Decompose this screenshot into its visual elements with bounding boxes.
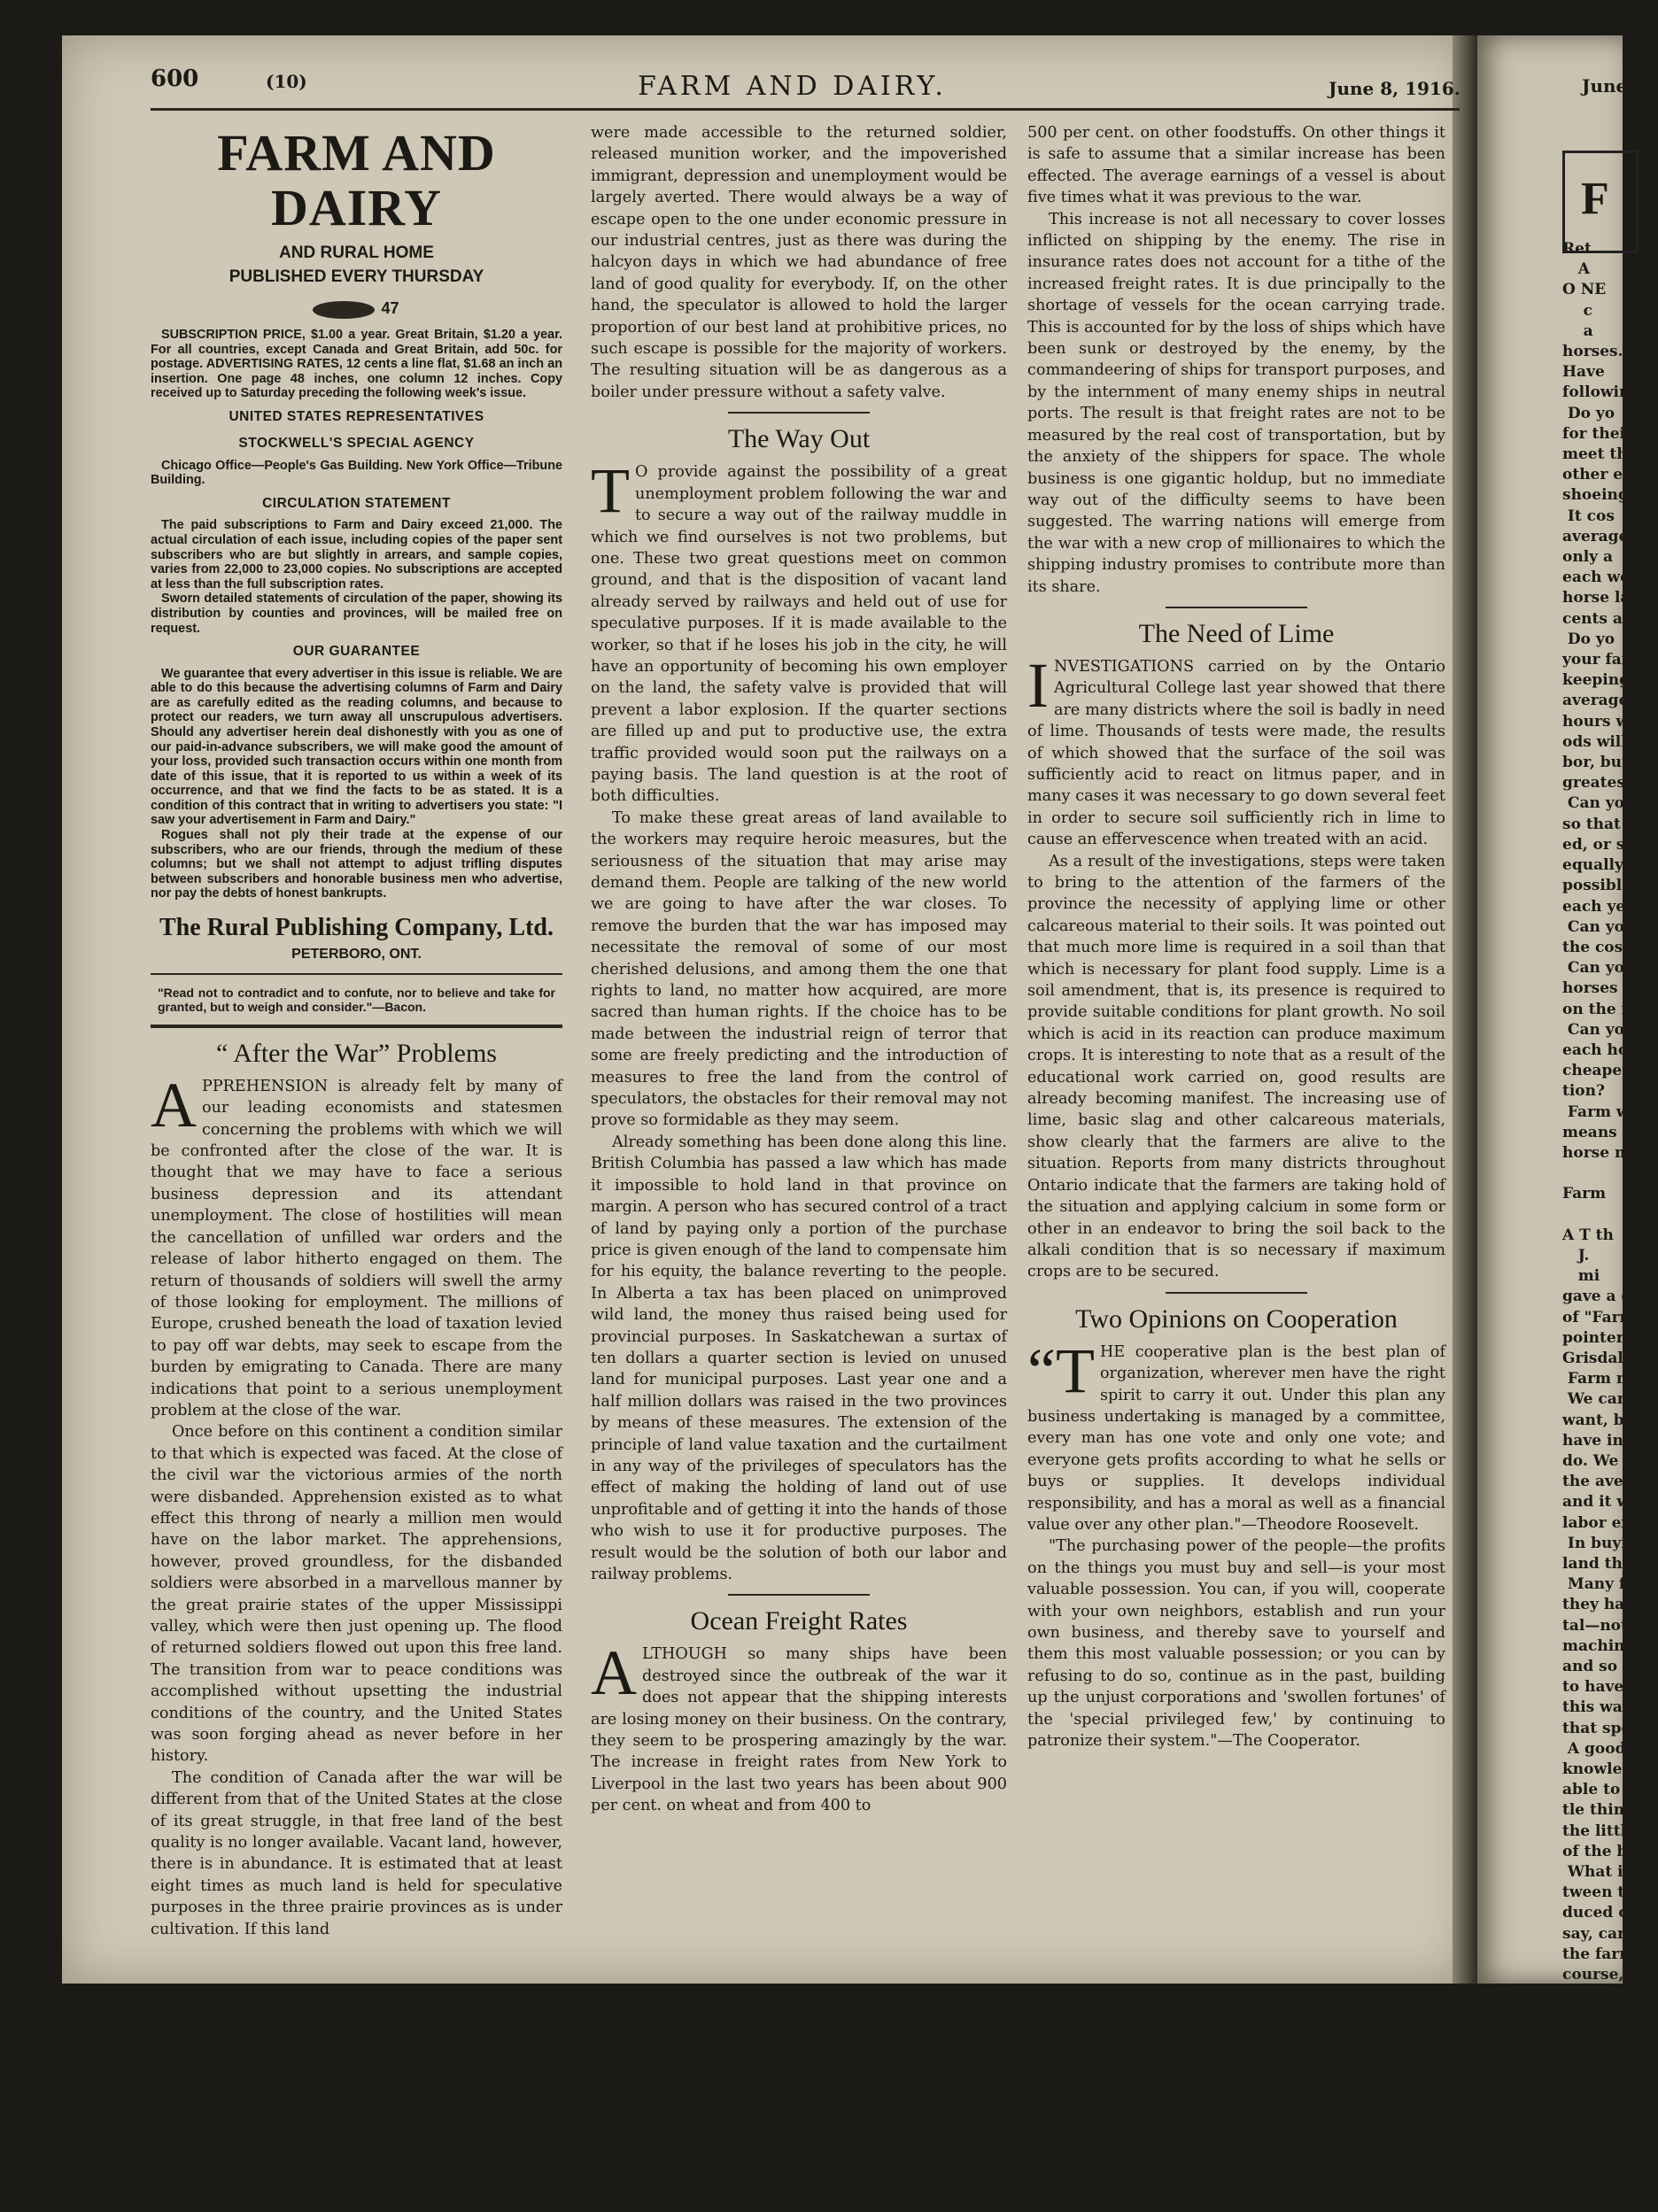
next-page-header: June [1582, 75, 1628, 97]
drop-cap: A [151, 1069, 197, 1141]
article-paragraph: were made accessible to the returned soldier, released munition worker, and the impoverished immigrant, depression and unemployment would be largely averted. There would always be a way of escape open to the one under economic pressure in our industrial centres, just as there was during the halcyon days in which we had abundance of free land of good quality for everybody. If, on the other hand, the speculator is allowed to hold the larger proportion of our best land at prohibitive prices, no such escape is possible for the majority of workers. The resulting situation will be as dangerous as a boiler under pressure without a safety valve. [591, 124, 1007, 401]
company-name: The Rural Publishing Company, Ltd. [159, 914, 554, 942]
next-page-text: Ret A O NE c a horses. Have followin Do yo for their meet th other ex shoeing? It cos average only a each wo horse la cents an Do yo your far keeping average, hours wo ods will bor, but greatest Can yo so that fe ed, or so equally possible each year Can yo the cost o Can yo horses fo on the fa Can yo each hor cheaper f tion? Farm w means a e horse not Farm A T th J. mi gave a g of "Farm pointers Grisdale's Farm m We can want, but have in s do. We s the averag and it wo labor expe In buyin land than Many fa they have tal—not machinery and so for to have to this way. that spells A good knowledge able to gu tle things, the little of the big What i tween the duced on say, carry the farm course, mu small amo produced o Low cost important to-day. O and at leas ers fail do Three ho 100-acre fa and a drive work these [1562, 240, 1658, 2210]
divider [151, 1025, 562, 1028]
article-paragraph: To make these great areas of land available to the workers may require heroic measures, but the seriousness of the situation that may arise may demand them. People are talking of the new world we are going to have after the war closes. To remove the burden that the war has imposed may necessitate the removal of some of our most cherished delusions, and among them the one that rights to land, no matter how acquired, are more sacred than human rights. If the choice has to be made between the industrial reign of terror that some are freely predicting and the introduction of measures to free the land from the control of speculators, the obstacles for their removal may not prove so formidable as they may seem. [591, 808, 1007, 1130]
section-number: (10) [266, 71, 307, 92]
article-paragraph: INVESTIGATIONS carried on by the Ontario Agricultural College last year showed that there are many districts where the soil is badly in need of lime. Thousands of tests were made, the results of which showed that the surface of the soil was sufficiently acid to react on litmus paper, and in many cases it was necessary to go down several feet in order to secure soil sufficiently rich in lime to cause an effervescence when treated with an acid. [1027, 649, 1445, 849]
divider [728, 412, 870, 414]
article-title-coop: Two Opinions on Cooperation [1075, 1303, 1398, 1334]
article-title-after-war: “ After the War” Problems [216, 1038, 497, 1068]
bacon-quote: "Read not to contradict and to confute, nor to believe and take for granted, but to weigh and consider."—Bacon. [158, 985, 555, 1014]
guarantee-text: We guarantee that every advertiser in this issue is reliable. We are able to do this because the advertising columns of Farm and Dairy are as carefully edited as the reading columns, and because to protect our readers, we turn away all unscrupulous advertisers. Should any advertiser herein deal dishonestly with you as one of our paid-in-advance subscribers, we will make good the amount of your loss, provided such transaction occurs within one month from date of this issue, that it is reported to us within a week of its occurrence, and that we find the facts to be as stated. It is a condition of this contract that in writing to advertisers you state: "I saw your advertisement in Farm and Dairy." [151, 666, 562, 828]
offices [151, 459, 562, 488]
page-number: 600 [151, 66, 199, 92]
divider [728, 1594, 870, 1596]
masthead-published: PUBLISHED EVERY THURSDAY [229, 267, 484, 286]
drop-cap: I [1027, 649, 1049, 721]
divider [1166, 607, 1307, 608]
company-location: PETERBORO, ONT. [291, 947, 422, 963]
column-1 [151, 122, 562, 1940]
agency-name: STOCKWELL'S SPECIAL AGENCY [238, 436, 475, 452]
drop-cap: A [591, 1637, 637, 1709]
page-fold-shadow [1453, 35, 1477, 1984]
sworn-text: Sworn detailed statements of circulation of the paper, showing its distribution by counties and provinces, will be mailed free on request. [151, 592, 562, 636]
drop-cap: T [591, 455, 630, 527]
reps-heading: UNITED STATES REPRESENTATIVES [229, 408, 484, 424]
article-paragraph: Once before on this continent a condition similar to that which is expected was faced. At the close of the civil war the victorious armies of the north were disbanded. Apprehension existed as to what effect this throng of nearly a million men would have on the labor market. The apprehensions, however, proved groundless, for the disbanded soldiers were absorbed in a marvellous manner by the great prairie states of the upper Mississippi valley, which were then just opening up. The flood of returned soldiers flowed out upon this free land. The transition from war to peace conditions was accomplished without upsetting the industrial conditions of the country, and the United States was soon forging ahead as never before in her history. [151, 1423, 562, 1766]
masthead [151, 126, 562, 322]
article-paragraph: “THE cooperative plan is the best plan of organization, wherever men have the right spirit to carry it out. Under this plan any business undertaking is managed by a committee, every man has one vote and only one vote; and everyone gets profits according to what he sells or buys or supplies. It develops individual responsibility, and has a moral as well as a financial value over any other plan."—Theodore Roosevelt. [1027, 1334, 1445, 1534]
article-title-freight: Ocean Freight Rates [690, 1606, 908, 1636]
article-paragraph: "The purchasing power of the people—the profits on the things you must buy and sell—is your most valuable possession. You can, if you will, cooperate with your own neighbors, establish and run your own business, and thereby save to yourself and them this most valuable possession; or you can by refusing to do so, continue as in the past, building up the unjust corporations and 'swollen fortunes' of the 'special privileged few,' by continuing to patronize their system."—The Cooperator. [1027, 1537, 1445, 1751]
article-paragraph: APPREHENSION is already felt by many of our leading economists and statesmen concerning the problems with which we will be confronted after the close of the war. It is thought that we may have to face a serious business depression and its attendant unemployment. The close of hostilities will mean the cancellation of unfilled war orders and the release of labor hitherto engaged on them. The return of thousands of soldiers will swell the army of those looking for employment. The millions of Europe, crushed beneath the load of taxation levied to pay off war debts, may seek to escape from the burden by emigrating to Canada. There are many indications that point to a serious unemployment problem at the close of the war. [151, 1069, 562, 1419]
article-paragraph: The condition of Canada after the war will be different from that of the United States at the close of its great struggle, in that free land of the best quality is no longer available. Vacant land, however, there is in abundance. It is estimated that at least eight times as much land is held for speculative purposes in the three prairie provinces as is under cultivation. If this land [151, 1768, 562, 1938]
guarantee-heading: OUR GUARANTEE [292, 644, 421, 660]
emblem [277, 298, 437, 322]
article-paragraph: T O provide against the possibility of a great unemployment problem following the war and to secure a way out of the railway muddle in which we find ourselves is not two problems, but one. These two great questions meet on common ground, and that is the disposition of vacant land already served by railways and held out of use for speculative purposes. If it is made available to the worker, so that if he loses his job in the city, he will have an opportunity of becoming his own employer on the land, the safety valve is provided that will prevent a labor explosion. If the quarter sections are filled up and put to productive use, the extra traffic provided would soon put the railways on a paying basis. The land question is at the root of both difficulties. [591, 455, 1007, 806]
article-paragraph: This increase is not all necessary to cover losses inflicted on shipping by the enemy. The rise in insurance rates does not account for a tithe of the increased freight rates. It is due principally to the shortage of vessels for the ocean carrying trade. This is accounted for by the loss of ships which have been sunk or destroyed by the enemy, by the commandeering of ships for transport purposes, and by the internment of many enemy ships in neutral ports. The result is that freight rates are not to be measured by the real cost of transportation, but by the anxiety of the shippers for space. The whole business is one gigantic holdup, but no immediate way out of the difficulty seems to have been suggested. The warring nations will emerge from the war with a new crop of millionaires to which the shipping industry promises to contribute more than its share. [1027, 210, 1445, 596]
guarantee [151, 667, 562, 902]
article-paragraph: ALTHOUGH so many ships have been destroyed since the outbreak of the war it does not appear that the shipping interests are losing money on their business. On the contrary, they seem to be prospering amazingly by the war. The increase in freight rates from New York to Liverpool in the last two years has been about 900 per cent. on wheat and from 400 to [591, 1637, 1007, 1815]
circulation-statement [151, 518, 562, 636]
divider [1166, 1292, 1307, 1294]
column-3 [1027, 122, 1445, 1752]
article-title-way-out: The Way Out [727, 424, 871, 454]
emblem-icon [313, 301, 375, 319]
subscription-text: SUBSCRIPTION PRICE, $1.00 a year. Great Britain, $1.20 a year. For all countries, except Canada and Great Britain, add 50c. for postage. ADVERTISING RATES, 12 cents a line flat, $1.68 an inch an insertion. One page 48 inches, one column 12 inches. Copy received up to Saturday preceding the following week's issue. [151, 328, 562, 401]
article-paragraph: Already something has been done along this line. British Columbia has passed a law which has made it impossible to hold land in that province on margin. A person who has secured control of a tract of land by paying only a portion of the purchase price is given enough of the land to compensate him for his equity, the balance reverting to the people. In Alberta a tax has been placed on unimproved wild land, the money thus raised being used for provincial purposes. In Saskatchewan a surtax of ten dollars a quarter section is levied on unused land for municipal purposes. Last year one and a half million dollars was raised in the two provinces by means of these measures. The extension of the principle of land value taxation and the curtailment in any way of the privileges of speculators has the effect of making the holding of land out of use unprofitable and of getting it into the hands of those who wish to use it for productive purposes. The result would be the solution of both our labor and railway problems. [591, 1133, 1007, 1583]
rogues-text: Rogues shall not ply their trade at the expense of our subscribers, who are our friends, through the medium of these columns; but we shall not attempt to adjust trifling disputes between subscribers and honorable business men who advertise, nor pay the debts of honest bankrupts. [151, 828, 562, 901]
article-paragraph: As a result of the investigations, steps were taken to bring to the attention of the farmers of the province the necessity of applying lime or other calcareous material to their soils. It was pointed out that much more lime is required in a soil than that which is necessary for plant food supply. Lime is a soil amendment, that is, its presence is required to provide suitable conditions for plant growth. No soil which is acid in its reaction can produce maximum crops. It is interesting to note that as a result of the educational work carried on, good results are already becoming manifest. The increasing use of lime, basic slag and other calcareous materials, show clearly that the farmers are alive to the situation. Reports from many districts throughout Ontario indicate that the farmers are taking hold of the situation and applying calcium in some form or other in an endeavor to bring the soil back to the alkali condition that is so necessary if maximum crops are to be secured. [1027, 852, 1445, 1281]
circulation-text: The paid subscriptions to Farm and Dairy exceed 21,000. The actual circulation of each issue, including copies of the paper sent subscribers who are but slightly in arrears, and sample copies, varies from 22,000 to 23,000 copies. No subscriptions are accepted at less than the full subscription rates. [151, 518, 562, 592]
article-title-lime: The Need of Lime [1138, 618, 1335, 648]
next-page-box-letter: F [1581, 174, 1609, 224]
column-2 [591, 122, 1007, 1817]
masthead-title: FARM AND DAIRY [217, 124, 496, 236]
next-page-strip [1477, 35, 1658, 2210]
divider [151, 973, 562, 975]
running-title: FARM AND DAIRY. [638, 71, 947, 102]
header-rule [151, 108, 1460, 111]
drop-cap: “T [1027, 1334, 1095, 1406]
masthead-subtitle: AND RURAL HOME [279, 244, 434, 262]
next-page-title-box [1562, 151, 1639, 253]
circulation-heading: CIRCULATION STATEMENT [262, 495, 451, 511]
offices-text: Chicago Office—People's Gas Building. New York Office—Tribune Building. [151, 458, 562, 488]
subscription-info [151, 328, 562, 401]
issue-date: June 8, 1916. [1329, 78, 1460, 99]
emblem-number: 47 [381, 299, 399, 317]
article-paragraph: 500 per cent. on other foodstuffs. On other things it is safe to assume that a similar increase has been effected. The average earnings of a vessel is about five times what it was previous to the war. [1027, 124, 1445, 207]
